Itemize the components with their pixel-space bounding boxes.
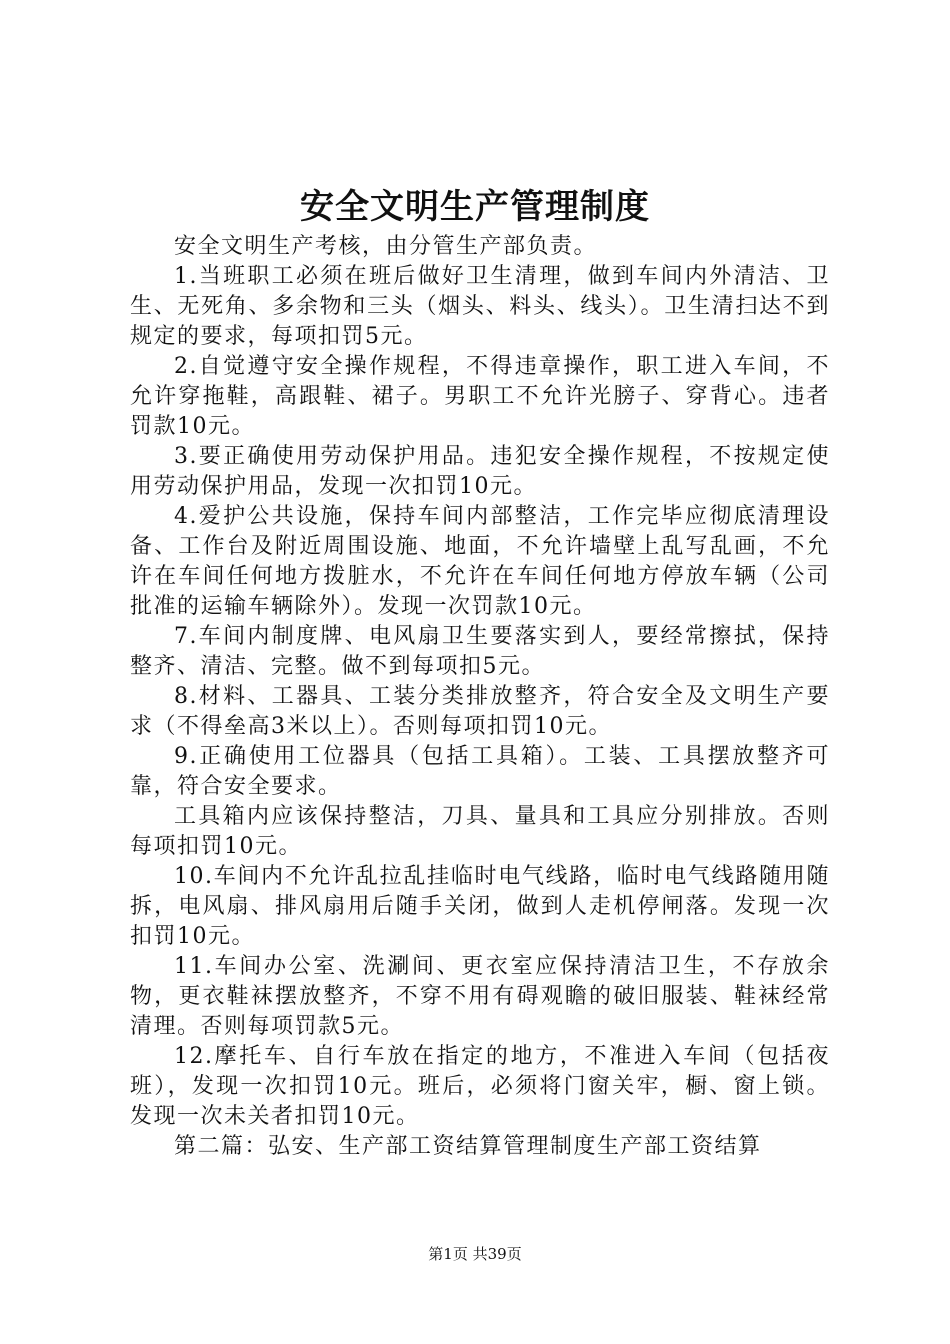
paragraph-rule-4: 4.爱护公共设施，保持车间内部整洁，工作完毕应彻底清理设备、工作台及附近周围设施、地面，不允许墙壁上乱写乱画，不允许在车间任何地方拨脏水，不允许在车间任何地方停放车辆（公司批准的运输车辆除外）。发现一次罚款10元。 [130,504,830,619]
document-title: 安全文明生产管理制度 [300,187,650,227]
paragraph-rule-7: 7.车间内制度牌、电风扇卫生要落实到人，要经常擦拭，保持整齐、清洁、完整。做不到每项扣5元。 [130,624,830,679]
document-body [130,232,830,1162]
paragraph-rule-11: 11.车间办公室、洗涮间、更衣室应保持清洁卫生，不存放余物，更衣鞋袜摆放整齐，不穿不用有碍观瞻的破旧服装、鞋袜经常清理。否则每项罚款5元。 [130,954,830,1039]
paragraph-rule-3: 3.要正确使用劳动保护用品。违犯安全操作规程，不按规定使用劳动保护用品，发现一次扣罚10元。 [130,444,830,499]
paragraph-rule-12: 12.摩托车、自行车放在指定的地方，不准进入车间（包括夜班），发现一次扣罚10元。班后，必须将门窗关牢，橱、窗上锁。发现一次未关者扣罚10元。 [130,1044,830,1129]
paragraph-rule-10: 10.车间内不允许乱拉乱挂临时电气线路，临时电气线路随用随拆，电风扇、排风扇用后随手关闭，做到人走机停闸落。发现一次扣罚10元。 [130,864,830,949]
page-number-footer: 第1页 共39页 [428,1245,522,1263]
paragraph-rule-9: 9.正确使用工位器具（包括工具箱）。工装、工具摆放整齐可靠，符合安全要求。 [130,744,830,799]
paragraph-toolbox: 工具箱内应该保持整洁，刀具、量具和工具应分别排放。否则每项扣罚10元。 [130,804,830,859]
paragraph-rule-8: 8.材料、工器具、工装分类排放整齐，符合安全及文明生产要求（不得垒高3米以上）。否则每项扣罚10元。 [130,684,830,739]
paragraph-rule-1: 1.当班职工必须在班后做好卫生清理，做到车间内外清洁、卫生、无死角、多余物和三头（烟头、料头、线头）。卫生清扫达不到规定的要求，每项扣罚5元。 [130,264,830,349]
paragraph-rule-2: 2.自觉遵守安全操作规程，不得违章操作，职工进入车间，不允许穿拖鞋，高跟鞋、裙子。男职工不允许光膀子、穿背心。违者罚款10元。 [130,354,830,439]
paragraph-second-section: 第二篇：弘安、生产部工资结算管理制度生产部工资结算 [174,1134,762,1159]
paragraph-intro: 安全文明生产考核，由分管生产部负责。 [174,234,598,259]
